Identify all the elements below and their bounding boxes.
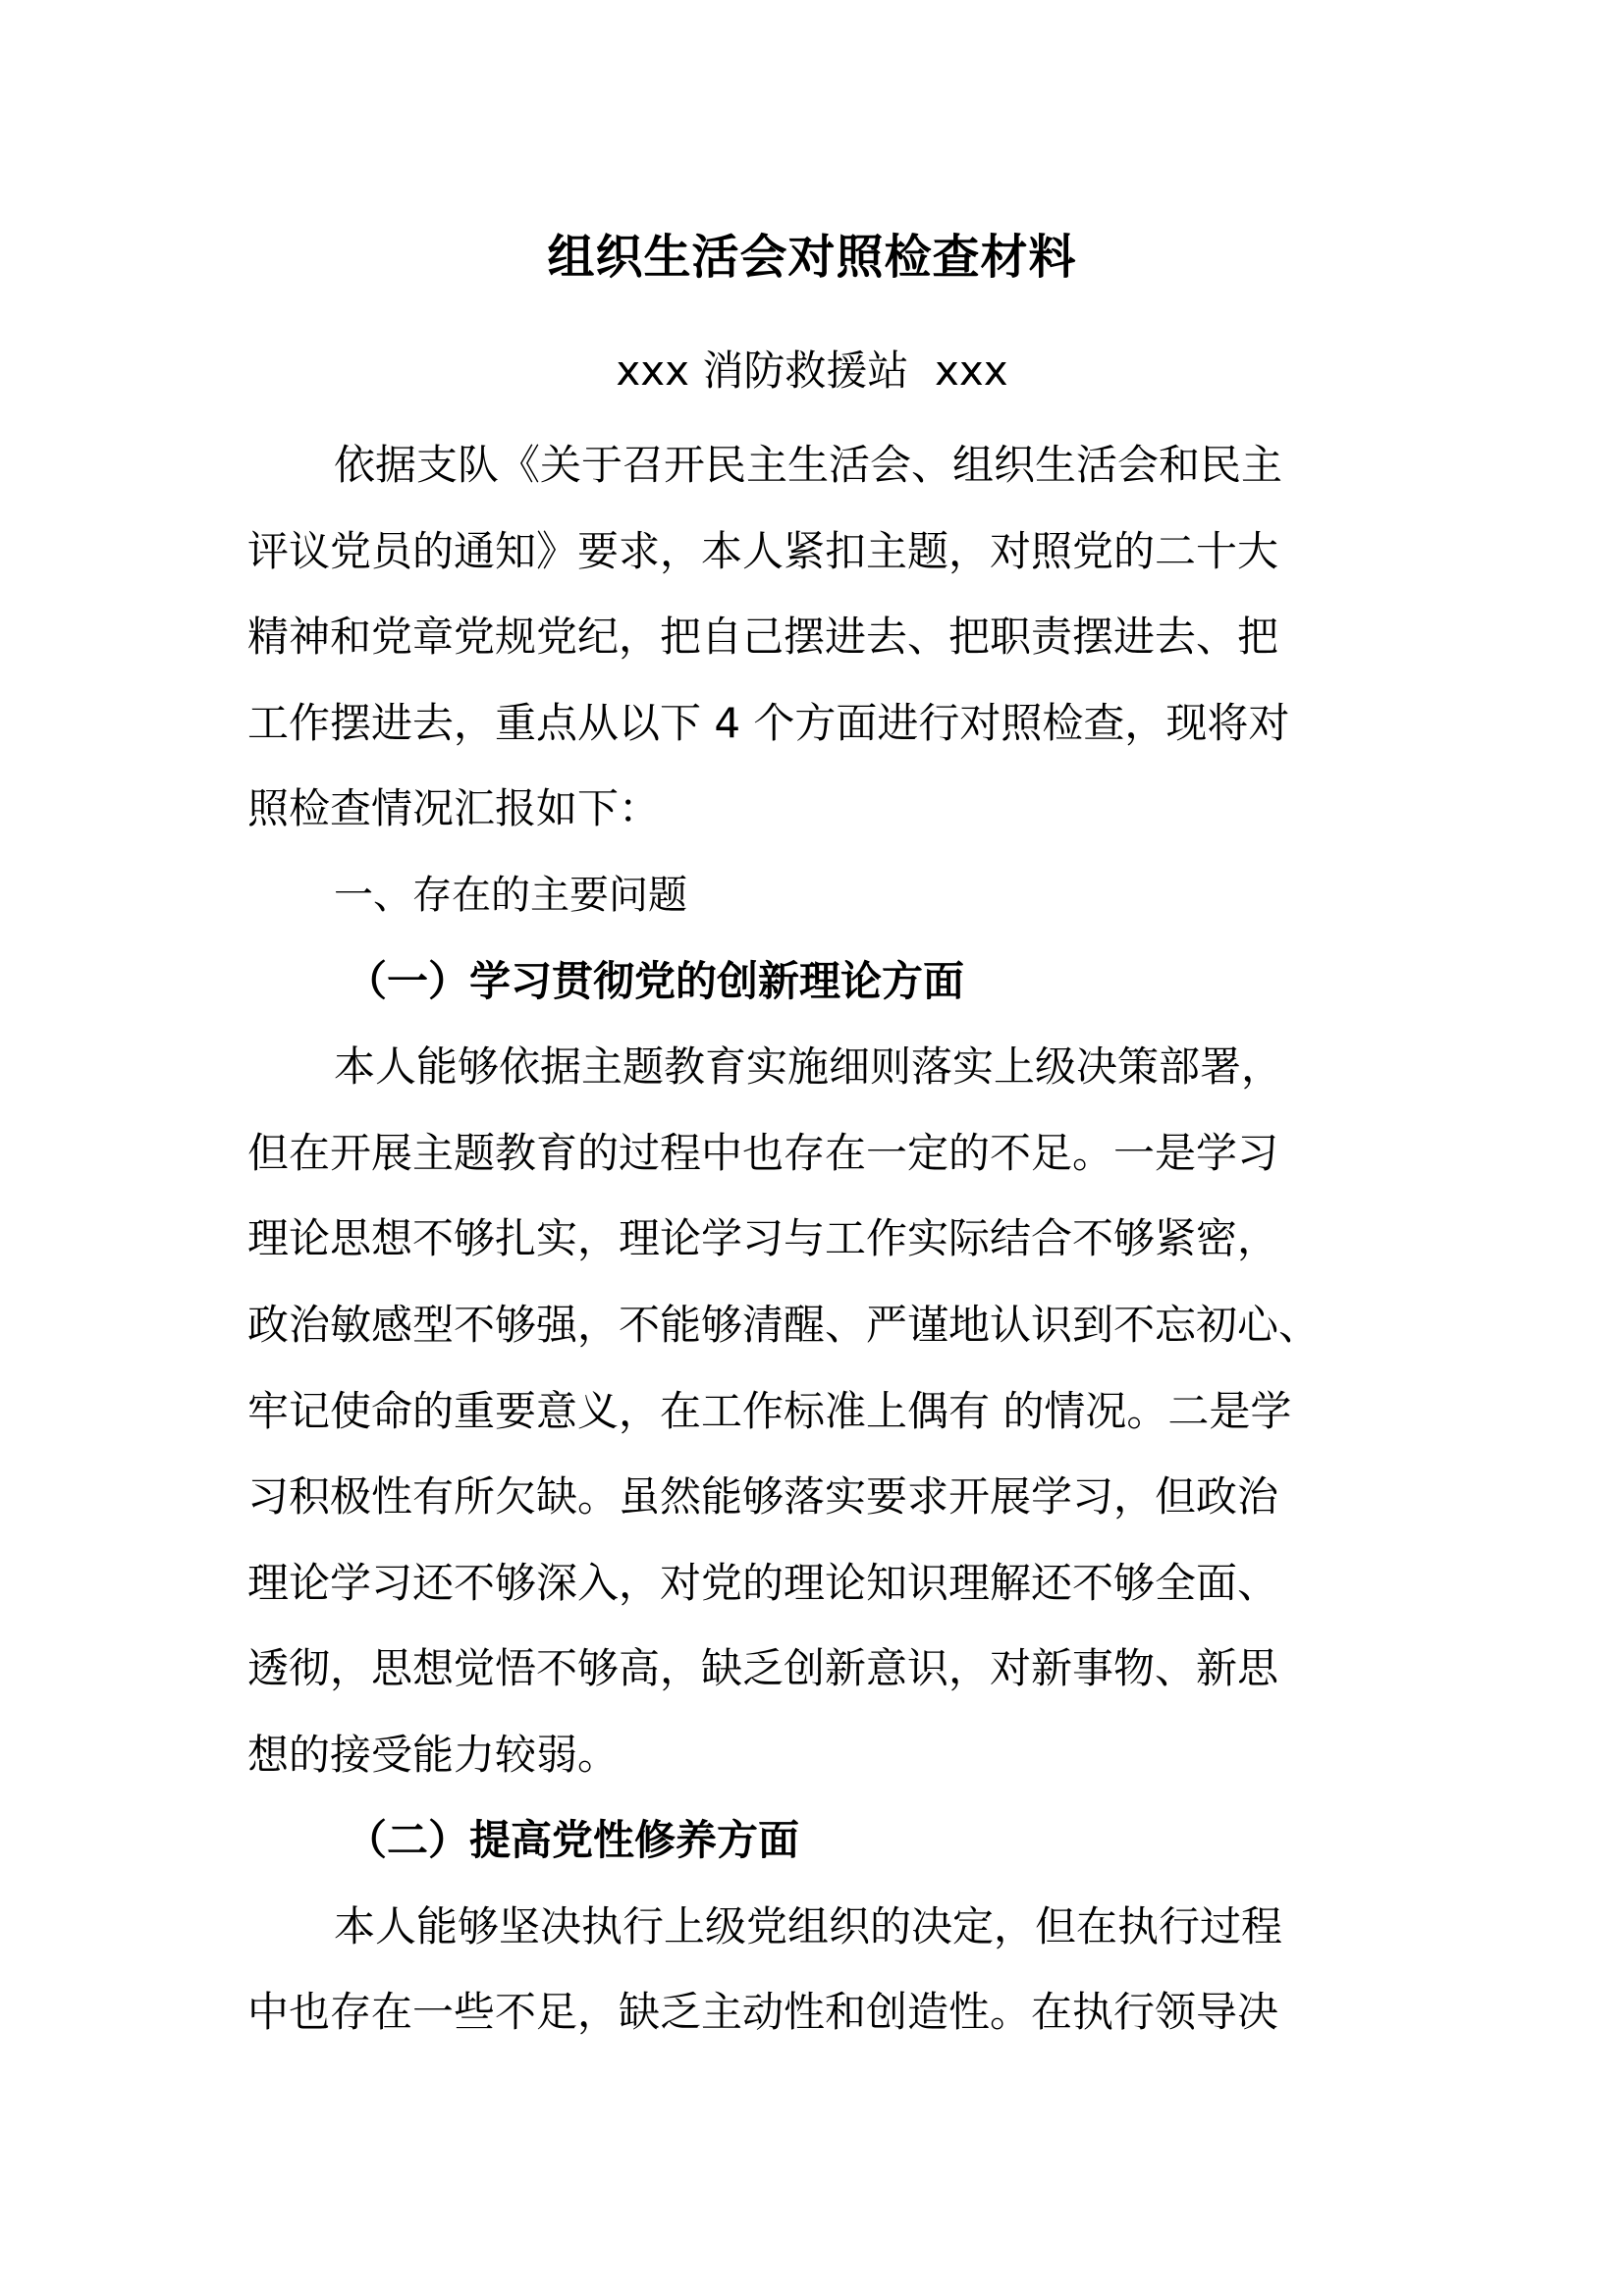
paragraph-line: 政治敏感型不够强，不能够清醒、严谨地认识到不忘初心、 xyxy=(247,1301,1321,1349)
paragraph-line: 本人能够坚决执行上级党组织的决定，但在执行过程 xyxy=(334,1902,1283,1950)
paragraph-line: 想的接受能力较弱。 xyxy=(247,1731,620,1779)
paragraph-line: 中也存在一些不足，缺乏主动性和创造性。在执行领导决 xyxy=(247,1988,1279,2036)
paragraph-line: 照检查情况汇报如下： xyxy=(247,784,661,832)
paragraph-line: 本人能够依据主题教育实施细则落实上级决策部署， xyxy=(334,1042,1283,1091)
paragraph-line: 精神和党章党规党纪，把自己摆进去、把职责摆进去、把 xyxy=(247,613,1279,661)
paragraph-line: 牢记使命的重要意义，在工作标准上偶有 的情况。二是学 xyxy=(247,1387,1292,1435)
paragraph-line: 理论思想不够扎实，理论学习与工作实际结合不够紧密， xyxy=(247,1214,1279,1262)
subsection-heading: （一）学习贯彻党的创新理论方面 xyxy=(346,957,965,1005)
document-title: 组织生活会对照检查材料 xyxy=(547,230,1077,285)
paragraph-line: 透彻，思想觉悟不够高，缺乏创新意识，对新事物、新思 xyxy=(247,1644,1279,1692)
document-author: xxx 消防救援站 xxx xyxy=(616,347,1008,395)
paragraph-line: 习积极性有所欠缺。虽然能够落实要求开展学习，但政治 xyxy=(247,1472,1279,1521)
paragraph-line: 但在开展主题教育的过程中也存在一定的不足。一是学习 xyxy=(247,1129,1279,1177)
subsection-heading: （二）提高党性修养方面 xyxy=(346,1816,800,1864)
paragraph-line: 理论学习还不够深入，对党的理论知识理解还不够全面、 xyxy=(247,1559,1279,1607)
paragraph-line: 工作摆进去，重点从以下 4 个方面进行对照检查，现将对 xyxy=(247,699,1290,747)
section-heading: 一、存在的主要问题 xyxy=(334,873,687,918)
paragraph-line: 依据支队《关于召开民主生活会、组织生活会和民主 xyxy=(334,441,1283,489)
paragraph-line: 评议党员的通知》要求，本人紧扣主题，对照党的二十大 xyxy=(247,527,1279,575)
